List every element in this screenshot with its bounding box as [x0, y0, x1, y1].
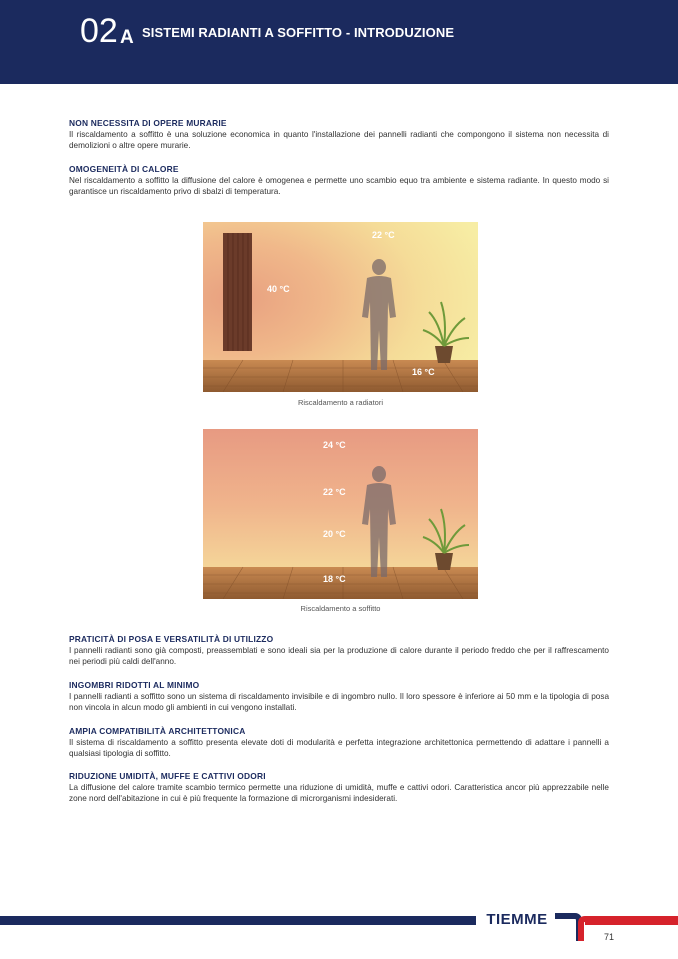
section-title: RIDUZIONE UMIDITÀ, MUFFE E CATTIVI ODORI — [69, 771, 266, 781]
section-minimal-footprint — [69, 680, 609, 713]
footer-bar — [0, 916, 476, 925]
footer-accent-bar — [585, 916, 678, 925]
section-text: Il riscaldamento a soffitto è una soluzione economica in quanto l'installazione dei pannelli radianti che compongono il sistema non necessita di demolizioni o altre opere murarie. — [69, 130, 609, 150]
figure-caption: Riscaldamento a soffitto — [300, 604, 381, 613]
section-text: Nel riscaldamento a soffitto la diffusione del calore è omogenea e permette uno scambio equo tra ambiente e sistema radiante. In questo modo si garantisce un riscaldamento privo di sbalzi di temperatura. — [69, 176, 609, 196]
radiator-room-illustration — [203, 222, 478, 392]
temp-label: 40 °C — [267, 284, 290, 294]
temp-label: 16 °C — [412, 367, 435, 377]
temp-label: 22 °C — [372, 230, 395, 240]
chapter-number: 02 — [80, 12, 118, 50]
page-number: 71 — [604, 932, 615, 942]
section-text: I pannelli radianti a soffitto sono un sistema di riscaldamento invisibile e di ingombro nullo. Il loro spessore è inferiore ai 50 mm e la tipologia di posa non vincola in alcun modo gli ambienti in cui vengono installati. — [69, 692, 609, 712]
section-title: INGOMBRI RIDOTTI AL MINIMO — [69, 680, 200, 690]
section-no-masonry — [69, 118, 609, 151]
section-title: OMOGENEITÀ DI CALORE — [69, 164, 179, 174]
temp-label: 20 °C — [323, 529, 346, 539]
temp-label: 22 °C — [323, 487, 346, 497]
radiator-heating-figure — [203, 222, 478, 392]
temp-label: 24 °C — [323, 440, 346, 450]
section-title: AMPIA COMPATIBILITÀ ARCHITETTONICA — [69, 726, 246, 736]
section-homogeneity — [69, 164, 609, 197]
section-ease-of-installation — [69, 634, 609, 667]
figure-caption: Riscaldamento a radiatori — [297, 398, 384, 407]
temp-label: 18 °C — [323, 574, 346, 584]
ceiling-room-illustration — [203, 429, 478, 599]
section-text: I pannelli radianti sono già composti, preassemblati e sono ideali sia per la produzione di calore durante il periodo freddo che per il raffrescamento nei periodi più caldi dell'anno. — [69, 646, 609, 666]
section-text: Il sistema di riscaldamento a soffitto presenta elevate doti di modularità e perfetta integrazione architettonica permettendo di adattare i pannelli a qualsiasi tipologia di soffitto. — [69, 738, 609, 758]
chapter-letter: A — [120, 27, 134, 48]
section-title: PRATICITÀ DI POSA E VERSATILITÀ DI UTILIZZO — [69, 634, 274, 644]
section-text: La diffusione del calore tramite scambio termico permette una riduzione di umidità, muffe e cattivi odori. Caratteristica ancor più apprezzabile nelle zone nord dell'abitazione in cui è più frequente la formazione di microrganismi indesiderati. — [69, 783, 609, 803]
page-title: SISTEMI RADIANTI A SOFFITTO - INTRODUZIONE — [142, 25, 455, 40]
section-architectural-compatibility — [69, 726, 609, 759]
page-header — [0, 0, 678, 84]
section-humidity-reduction — [69, 771, 609, 804]
radiator-icon — [223, 233, 252, 351]
brand-logo: TIEMME — [486, 911, 548, 928]
ceiling-heating-figure — [203, 429, 478, 599]
section-title: NON NECESSITA DI OPERE MURARIE — [69, 118, 227, 128]
